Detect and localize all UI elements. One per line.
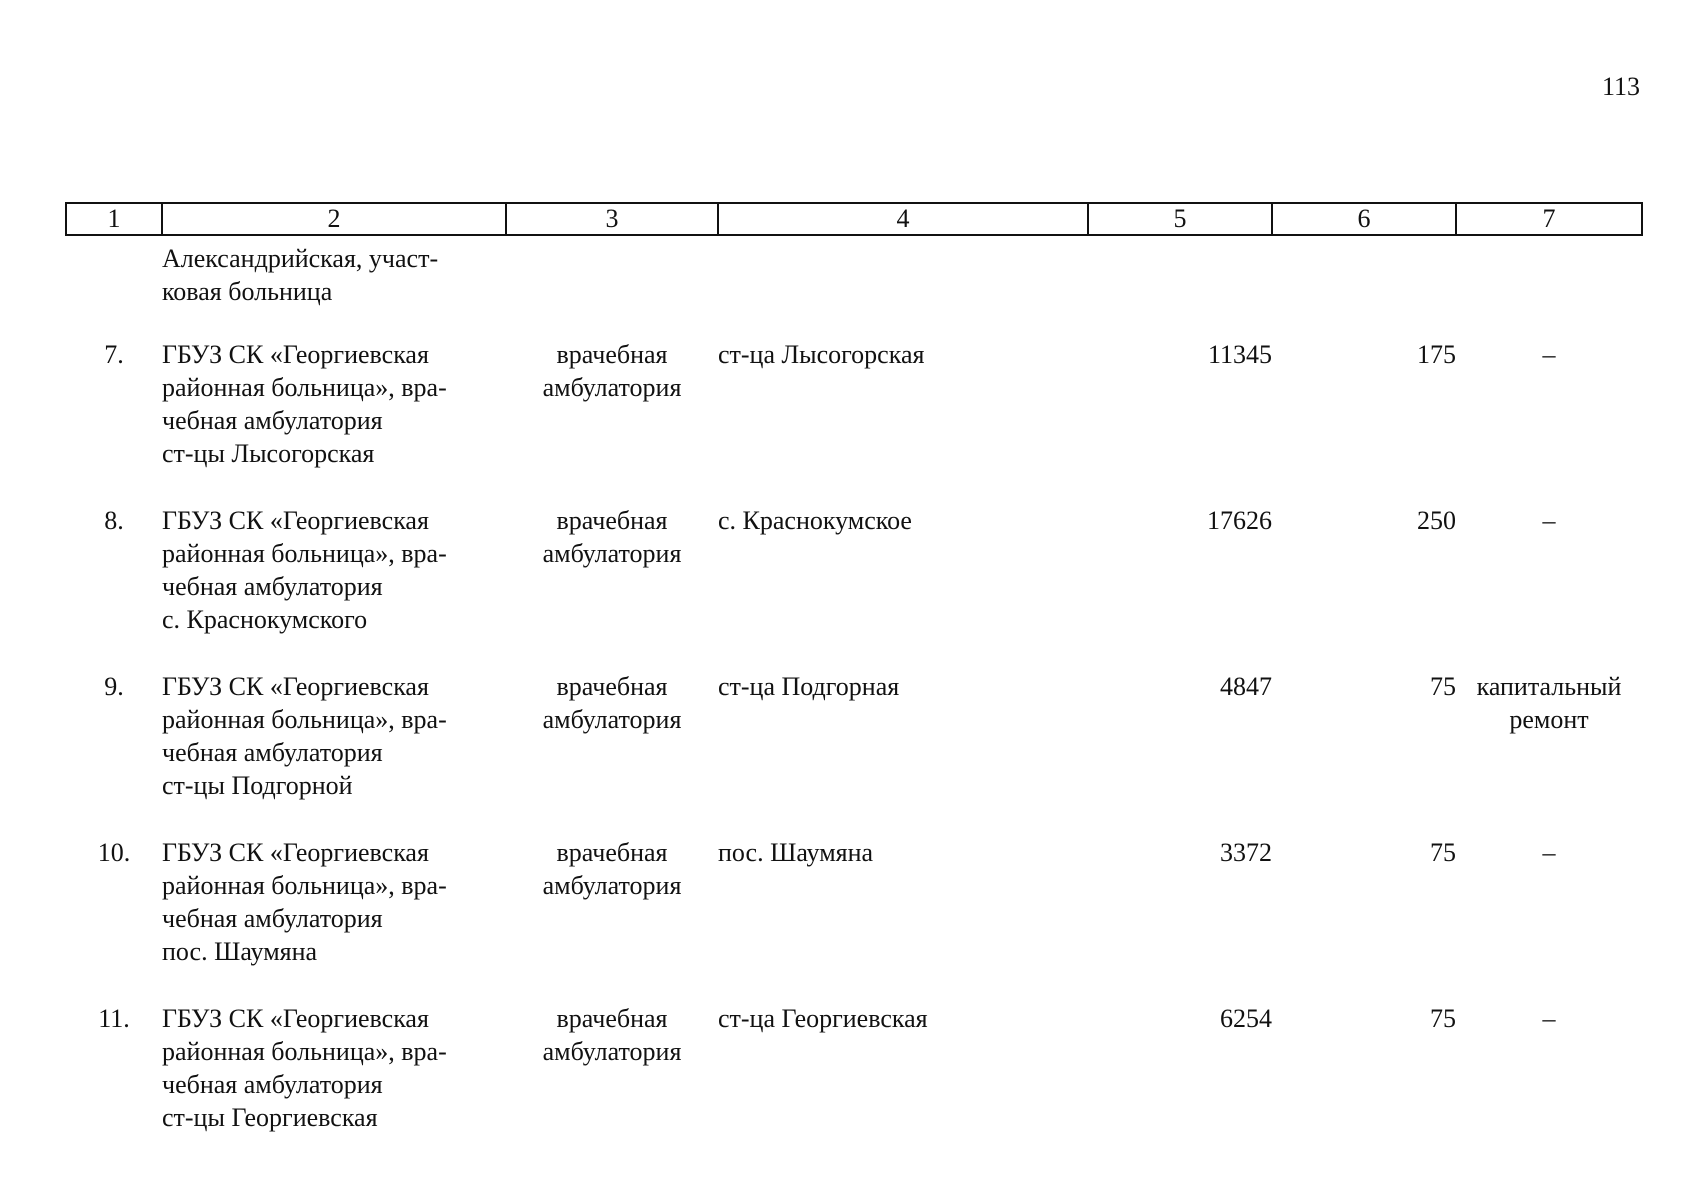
table-row	[66, 1002, 1642, 1168]
facility-type-line: врачебная	[556, 340, 668, 369]
facility-name	[162, 670, 506, 836]
facility-name-line: ГБУЗ СК «Георгиевская	[162, 506, 429, 535]
column-5-value: 4847	[1220, 672, 1272, 701]
facility-type-line: амбулатория	[542, 1037, 682, 1066]
facility-type-line: врачебная	[556, 838, 668, 867]
header-row	[66, 203, 1642, 235]
column-5-value: 3372	[1220, 838, 1272, 867]
row-number: 7.	[104, 340, 124, 369]
facility-type-line: амбулатория	[542, 373, 682, 402]
continuation-empty-cell	[506, 235, 718, 338]
facility-name	[162, 836, 506, 1002]
continuation-num-cell	[66, 235, 162, 338]
facility-type-line: врачебная	[556, 1004, 668, 1033]
column-6-value: 175	[1417, 340, 1456, 369]
facility-location: пос. Шаумяна	[718, 838, 874, 867]
continuation-empty-cell	[1456, 235, 1642, 338]
facility-name-line: районная больница», вра-	[162, 705, 447, 734]
column-header-6: 6	[1272, 203, 1456, 235]
facility-type	[506, 338, 718, 504]
column-7-line: –	[1542, 1004, 1556, 1033]
facility-name-line: чебная амбулатория	[162, 406, 383, 435]
facility-name-line: районная больница», вра-	[162, 1037, 447, 1066]
facility-name-line: чебная амбулатория	[162, 572, 383, 601]
facility-name-line: чебная амбулатория	[162, 738, 383, 767]
facility-name-line: чебная амбулатория	[162, 904, 383, 933]
column-header-1: 1	[66, 203, 162, 235]
facility-name-line: с. Краснокумского	[162, 605, 368, 634]
facility-type-line: амбулатория	[542, 705, 682, 734]
facility-name-line: чебная амбулатория	[162, 1070, 383, 1099]
facility-name-line: ГБУЗ СК «Георгиевская	[162, 340, 429, 369]
column-7-line: ремонт	[1509, 705, 1589, 734]
row-number: 11.	[98, 1004, 130, 1033]
facility-table	[65, 202, 1643, 1168]
table-header	[66, 203, 1642, 235]
facility-name	[162, 504, 506, 670]
facility-name-line: ГБУЗ СК «Георгиевская	[162, 1004, 429, 1033]
facility-name-line: пос. Шаумяна	[162, 937, 318, 966]
facility-name-line: ГБУЗ СК «Георгиевская	[162, 838, 429, 867]
column-header-5: 5	[1088, 203, 1272, 235]
column-header-7: 7	[1456, 203, 1642, 235]
column-6-value: 250	[1417, 506, 1456, 535]
facility-type-line: врачебная	[556, 672, 668, 701]
facility-type	[506, 504, 718, 670]
row-number: 8.	[104, 506, 124, 535]
column-header-3: 3	[506, 203, 718, 235]
facility-name-line: ст-цы Георгиевская	[162, 1103, 378, 1132]
facility-name-line: районная больница», вра-	[162, 871, 447, 900]
facility-name-line: ГБУЗ СК «Георгиевская	[162, 672, 429, 701]
facility-type	[506, 836, 718, 1002]
facility-type	[506, 1002, 718, 1168]
column-7-value	[1456, 836, 1642, 1002]
column-7-value	[1456, 1002, 1642, 1168]
column-6-value: 75	[1430, 672, 1456, 701]
table-row	[66, 504, 1642, 670]
facility-type-line: амбулатория	[542, 871, 682, 900]
column-header-2: 2	[162, 203, 506, 235]
continuation-name-cell	[162, 235, 506, 338]
facility-type	[506, 670, 718, 836]
column-5-value: 17626	[1207, 506, 1272, 535]
continuation-line: Александрийская, участ-	[162, 244, 439, 273]
facility-name	[162, 338, 506, 504]
facility-type-line: амбулатория	[542, 539, 682, 568]
facility-name-line: ст-цы Лысогорская	[162, 439, 375, 468]
continuation-empty-cell	[718, 235, 1088, 338]
column-7-value	[1456, 670, 1642, 836]
table-row	[66, 670, 1642, 836]
table-row	[66, 338, 1642, 504]
table-body	[66, 235, 1642, 1168]
column-6-value: 75	[1430, 1004, 1456, 1033]
column-header-4: 4	[718, 203, 1088, 235]
table-row	[66, 836, 1642, 1002]
facility-location: ст-ца Подгорная	[718, 672, 900, 701]
row-number: 9.	[104, 672, 124, 701]
column-5-value: 11345	[1207, 340, 1272, 369]
facility-location: ст-ца Георгиевская	[718, 1004, 928, 1033]
column-5-value: 6254	[1220, 1004, 1272, 1033]
column-7-value	[1456, 504, 1642, 670]
facility-name	[162, 1002, 506, 1168]
row-number: 10.	[97, 838, 131, 867]
column-7-value	[1456, 338, 1642, 504]
facility-location: с. Краснокумское	[718, 506, 912, 535]
facility-name-line: районная больница», вра-	[162, 373, 447, 402]
column-7-line: –	[1542, 838, 1556, 867]
column-6-value: 75	[1430, 838, 1456, 867]
column-7-line: капитальный	[1476, 672, 1622, 701]
facility-name-line: ст-цы Подгорной	[162, 771, 353, 800]
continuation-line: ковая больница	[162, 277, 333, 306]
facility-type-line: врачебная	[556, 506, 668, 535]
continuation-row	[66, 235, 1642, 338]
continuation-empty-cell	[1088, 235, 1272, 338]
facility-name-line: районная больница», вра-	[162, 539, 447, 568]
column-7-line: –	[1542, 340, 1556, 369]
facility-location: ст-ца Лысогорская	[718, 340, 925, 369]
page-number: 113	[1601, 72, 1640, 101]
continuation-empty-cell	[1272, 235, 1456, 338]
column-7-line: –	[1542, 506, 1556, 535]
